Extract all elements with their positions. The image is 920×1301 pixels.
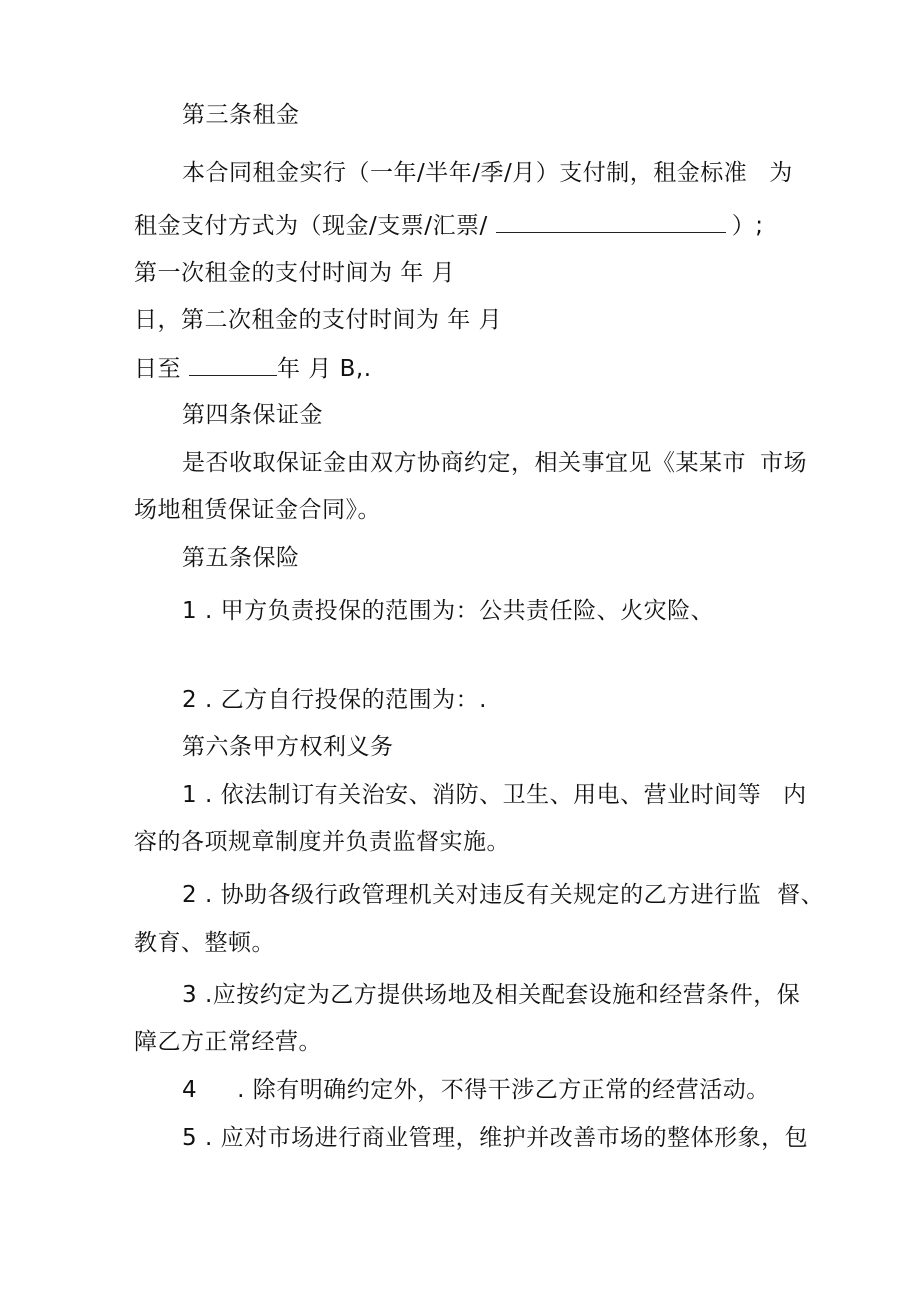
article-4-paragraph-1 bbox=[182, 448, 807, 478]
article-3-paragraph-2-end: ）; bbox=[731, 213, 764, 239]
article-3-paragraph-5 bbox=[134, 353, 372, 384]
article-6-heading: 第六条甲方权利义务 bbox=[182, 734, 394, 760]
article-6-item-1-text: 1 . 依法制订有关治安、消防、卫生、用电、营业时间等 bbox=[182, 782, 762, 808]
article-3-heading: 第三条租金 bbox=[182, 102, 300, 128]
article-3-paragraph-2-text: 租金支付方式为（现金/支票/汇票/ bbox=[134, 213, 488, 239]
article-3-paragraph-1-end: 为 bbox=[769, 160, 793, 186]
article-4-paragraph-1-end: 市场 bbox=[760, 450, 807, 476]
article-3-paragraph-4: 日，第二次租金的支付时间为 年 月 bbox=[134, 307, 503, 333]
article-6-item-3: 3 .应按约定为乙方提供场地及相关配套设施和经营条件，保 bbox=[182, 982, 801, 1008]
article-3-paragraph-1 bbox=[182, 158, 793, 188]
article-6-item-1 bbox=[182, 780, 807, 810]
article-4-paragraph-1-text: 是否收取保证金由双方协商约定，相关事宜见《某某市 bbox=[182, 450, 746, 476]
payment-method-blank bbox=[496, 210, 726, 233]
article-4-paragraph-2: 场地租赁保证金合同》。 bbox=[134, 497, 381, 523]
article-6-item-1-continued: 容的各项规章制度并负责监督实施。 bbox=[134, 829, 510, 855]
article-3-paragraph-1-text: 本合同租金实行（一年/半年/季/月）支付制，租金标准 bbox=[182, 160, 748, 186]
article-6-item-5: 5 . 应对市场进行商业管理，维护并改善市场的整体形象，包 bbox=[182, 1125, 809, 1151]
article-4-heading: 第四条保证金 bbox=[182, 402, 323, 428]
article-3-paragraph-3: 第一次租金的支付时间为 年 月 bbox=[134, 260, 456, 286]
article-6-item-4 bbox=[182, 1075, 770, 1105]
article-5-item-2: 2 . 乙方自行投保的范围为：. bbox=[182, 687, 487, 713]
article-3-paragraph-5-end: 年 月 B,. bbox=[277, 356, 372, 382]
article-3-paragraph-2 bbox=[134, 210, 764, 241]
article-6-item-2-text: 2 . 协助各级行政管理机关对违反有关规定的乙方进行监 bbox=[182, 882, 762, 908]
article-6-item-1-end: 内 bbox=[783, 782, 807, 808]
article-6-item-3-continued: 障乙方正常经营。 bbox=[134, 1029, 322, 1055]
article-6-item-2 bbox=[182, 880, 824, 910]
article-5-heading: 第五条保险 bbox=[182, 545, 300, 571]
article-5-item-1: 1 . 甲方负责投保的范围为：公共责任险、火灾险、 bbox=[182, 598, 715, 624]
article-6-item-4-text: . 除有明确约定外，不得干涉乙方正常的经营活动。 bbox=[237, 1077, 770, 1103]
article-3-paragraph-5-text: 日至 bbox=[134, 356, 181, 382]
end-date-blank bbox=[189, 353, 277, 376]
article-6-item-2-end: 督、 bbox=[777, 882, 825, 908]
article-6-item-4-number: 4 bbox=[182, 1077, 198, 1103]
article-6-item-2-continued: 教育、整顿。 bbox=[134, 930, 275, 956]
